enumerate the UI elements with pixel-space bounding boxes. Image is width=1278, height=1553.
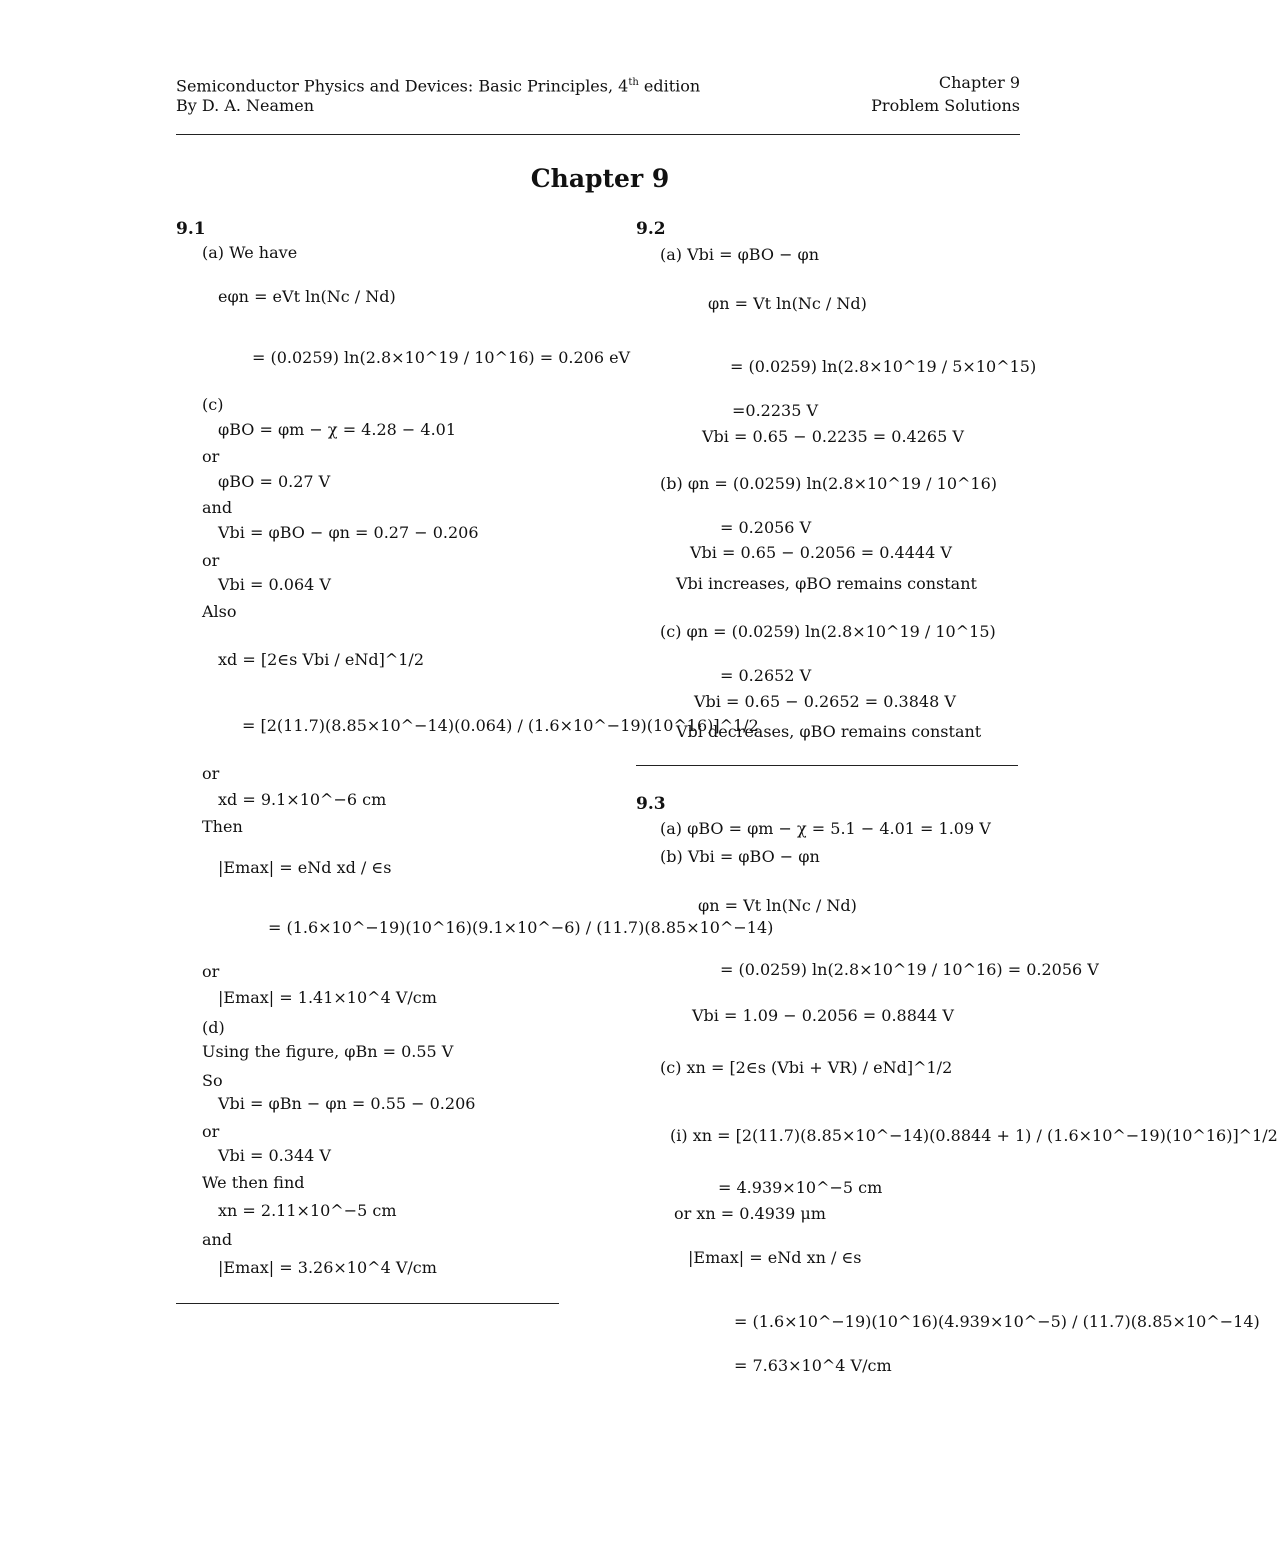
problem-2-eq9-line: Vbi = 0.65 − 0.2652 = 0.3848 V <box>694 692 956 711</box>
problem-3-eq2-line: = (0.0259) ln(2.8×10^19 / 10^16) = 0.2056 V <box>720 960 1099 979</box>
problem-1-eq16-line: |Emax| = 3.26×10^4 V/cm <box>218 1258 437 1277</box>
problem-1-eq3-line: φBO = φm − χ = 4.28 − 4.01 <box>218 420 457 439</box>
problem-3-a-line: (a) φBO = φm − χ = 5.1 − 4.01 = 1.09 V <box>660 819 991 838</box>
problem-1-or3-line: or <box>202 764 220 783</box>
problem-2-eq2-line: = (0.0259) ln(2.8×10^19 / 5×10^15) <box>730 357 1037 376</box>
problem-1-or5-line: or <box>202 1122 220 1141</box>
problem-1-then-line: Then <box>202 817 243 836</box>
page-title: Chapter 9 <box>530 164 670 193</box>
problem-2-eq3-line: =0.2235 V <box>732 401 819 420</box>
problem-2-eq7-line: Vbi increases, φBO remains constant <box>676 574 977 593</box>
problem-1-d-line: (d) <box>202 1018 225 1037</box>
problem-1-also-line: Also <box>202 602 237 621</box>
problem-2-eq1-line: φn = Vt ln(Nc / Nd) <box>708 294 867 313</box>
problem-1-eq12-line: |Emax| = 1.41×10^4 V/cm <box>218 988 437 1007</box>
header-chapter: Chapter 9 <box>938 73 1020 92</box>
problem-1-eq11-line: = (1.6×10^−19)(10^16)(9.1×10^−6) / (11.7)(8.85×10^−14) <box>268 918 774 937</box>
problem-2-c-line: (c) φn = (0.0259) ln(2.8×10^19 / 10^15) <box>660 622 996 641</box>
problem-1-so-line: So <box>202 1071 223 1090</box>
problem-1-or1-line: or <box>202 447 220 466</box>
problem-3-eq8-line: = 7.63×10^4 V/cm <box>734 1356 892 1375</box>
problem-1-eq6-line: Vbi = 0.064 V <box>218 575 331 594</box>
problem-1-eq13-line: Vbi = φBn − φn = 0.55 − 0.206 <box>218 1094 476 1113</box>
header-author: By D. A. Neamen <box>176 96 314 115</box>
header-divider <box>176 134 1020 135</box>
problem-3-eq5-line: or xn = 0.4939 μm <box>674 1204 826 1223</box>
problem-2-eq6-line: Vbi = 0.65 − 0.2056 = 0.4444 V <box>690 543 952 562</box>
problem-2-eq5-line: = 0.2056 V <box>720 518 812 537</box>
problem-1-eq5-line: Vbi = φBO − φn = 0.27 − 0.206 <box>218 523 479 542</box>
header-section: Problem Solutions <box>871 96 1020 115</box>
problem-2-eq8-line: = 0.2652 V <box>720 666 812 685</box>
problem-3-b-line: (b) Vbi = φBO − φn <box>660 847 820 866</box>
problem-1-a-line: (a) We have <box>202 243 298 262</box>
problem-3-eq3-line: Vbi = 1.09 − 0.2056 = 0.8844 V <box>692 1006 954 1025</box>
problem-2-eq4-line: Vbi = 0.65 − 0.2235 = 0.4265 V <box>702 427 964 446</box>
problem-3-eq4-line: = 4.939×10^−5 cm <box>718 1178 883 1197</box>
problem-3-c-line: (c) xn = [2∈s (Vbi + VR) / eNd]^1/2 <box>660 1058 953 1077</box>
problem-1-eq14-line: Vbi = 0.344 V <box>218 1146 331 1165</box>
left-column-end-divider <box>176 1303 559 1304</box>
problem-3-num-heading: 9.3 <box>636 794 666 814</box>
header-book-title: Semiconductor Physics and Devices: Basic Principles, 4th edition <box>176 76 701 96</box>
problem-1-or2-line: or <box>202 551 220 570</box>
problem-1-and2-line: and <box>202 1230 233 1249</box>
problem-3-eq6-line: |Emax| = eNd xn / ∈s <box>688 1248 862 1267</box>
problem-1-eq15-line: xn = 2.11×10^−5 cm <box>218 1201 397 1220</box>
problem-1-eq4-line: φBO = 0.27 V <box>218 472 331 491</box>
problem-1-eq10-line: |Emax| = eNd xd / ∈s <box>218 858 392 877</box>
problem-3-eq7-line: = (1.6×10^−19)(10^16)(4.939×10^−5) / (11.7)(8.85×10^−14) <box>734 1312 1260 1331</box>
problem-1-or4-line: or <box>202 962 220 981</box>
problem-1-eq7-line: xd = [2∈s Vbi / eNd]^1/2 <box>218 650 424 669</box>
problem-2-num-heading: 9.2 <box>636 219 666 239</box>
problem-1-eq8-line: = [2(11.7)(8.85×10^−14)(0.064) / (1.6×10^−19)(10^16)]^1/2 <box>242 716 759 735</box>
problem-3-i-line: (i) xn = [2(11.7)(8.85×10^−14)(0.8844 + 1) / (1.6×10^−19)(10^16)]^1/2 <box>670 1126 1278 1145</box>
right-column-divider <box>636 765 1018 766</box>
problem-1-find-line: We then find <box>202 1173 305 1192</box>
problem-1-and1-line: and <box>202 498 233 517</box>
problem-1-eq1-line: eφn = eVt ln(Nc / Nd) <box>218 287 396 306</box>
problem-2-a-line: (a) Vbi = φBO − φn <box>660 245 820 264</box>
problem-1-c-line: (c) <box>202 395 224 414</box>
problem-1-eq2-line: = (0.0259) ln(2.8×10^19 / 10^16) = 0.206 eV <box>252 348 631 367</box>
problem-1-eq9-line: xd = 9.1×10^−6 cm <box>218 790 387 809</box>
problem-2-eq10-line: Vbi decreases, φBO remains constant <box>676 722 982 741</box>
problem-1-num-heading: 9.1 <box>176 219 206 239</box>
problem-2-b-line: (b) φn = (0.0259) ln(2.8×10^19 / 10^16) <box>660 474 998 493</box>
problem-1-fig-line: Using the figure, φBn = 0.55 V <box>202 1042 454 1061</box>
problem-3-eq1-line: φn = Vt ln(Nc / Nd) <box>698 896 857 915</box>
